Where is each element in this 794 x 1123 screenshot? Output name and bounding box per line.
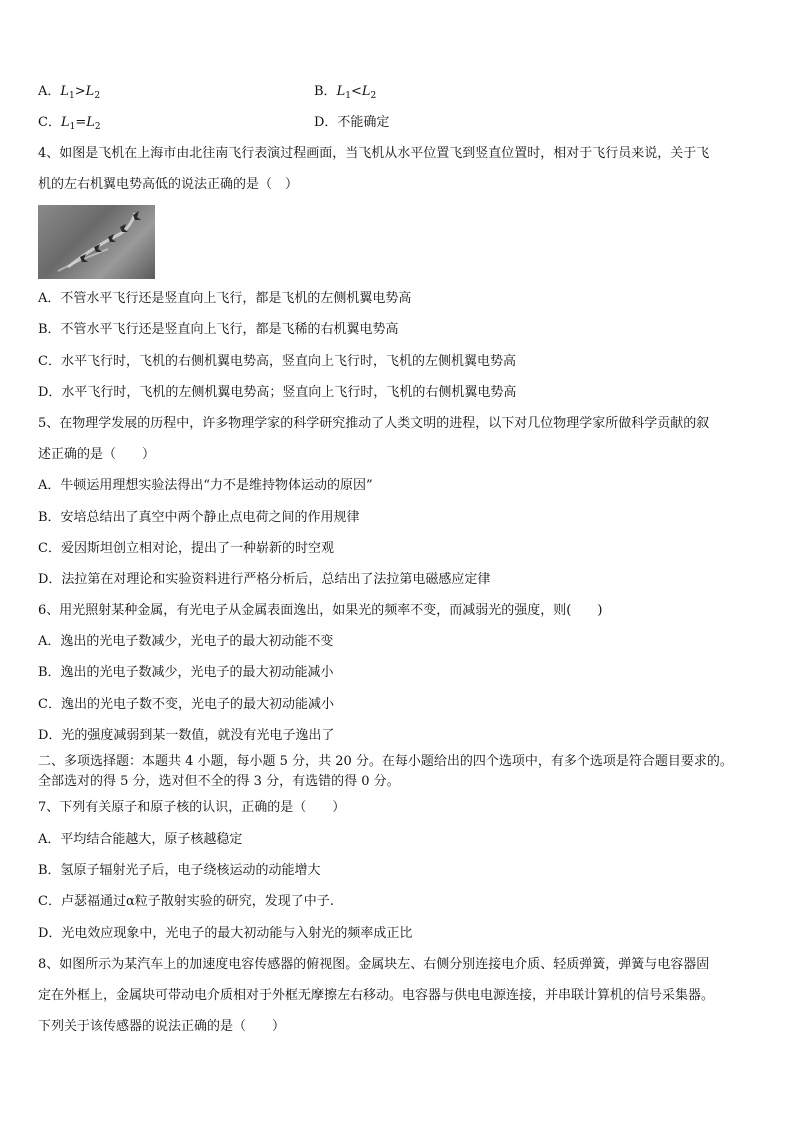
q7-option-a: A．平均结合能越大，原子核越稳定 [38,832,243,847]
q3-option-d: D．不能确定 [314,115,390,130]
math-sub: 2 [370,91,377,101]
q3-option-a [38,83,100,105]
math-var: L [60,84,70,99]
q5-option-d: D．法拉第在对理论和实验资料进行严格分析后，总结出了法拉第电磁感应定律 [38,572,491,587]
q8-stem-line2: 定在外框上，金属块可带动电介质相对于外框无摩擦左右移动。电容器与供电电源连接，并串联计算机的信号采集器。 [38,988,715,1003]
math-var: L [60,115,70,130]
math-op: > [74,84,86,99]
q8-stem-line1: 8、如图所示为某汽车上的加速度电容传感器的俯视图。金属块左、右侧分别连接电介质、轻质弹簧，弹簧与电容器固 [38,957,710,972]
math-sub: 1 [345,91,351,101]
q4-option-b: B．不管水平飞行还是竖直向上飞行，都是飞稀的右机翼电势高 [38,322,399,337]
math-sub: 1 [69,91,75,101]
math-sub: 2 [94,122,101,132]
q5-option-c: C．爱因斯坦创立相对论，提出了一种崭新的时空观 [38,541,334,556]
q4-stem-line2: 机的左右机翼电势高低的说法正确的是（ ） [38,177,299,192]
q5-stem-line1: 5、在物理学发展的历程中，许多物理学家的科学研究推动了人类文明的进程，以下对几位物理学家所做科学贡献的叙 [38,416,710,431]
math-op: < [350,84,362,99]
math-op: = [75,115,87,130]
q5-option-a: A．牛顿运用理想实验法得出“力不是维持物体运动的原因” [38,478,373,493]
q4-stem-line1: 4、如图是飞机在上海市由北往南飞行表演过程画面，当飞机从水平位置飞到竖直位置时，相对于飞行员来说，关于飞 [38,146,710,161]
q7-option-c: C．卢瑟福通过α粒子散射实验的研究，发现了中子. [38,894,334,909]
q3-option-c [38,114,101,136]
option-prefix: C． [38,115,61,130]
q4-option-c: C．水平飞行时，飞机的右侧机翼电势高，竖直向上飞行时，飞机的左侧机翼电势高 [38,354,516,369]
q6-option-d: D．光的强度减弱到某一数值，就没有光电子逸出了 [38,728,335,743]
math-var: L [85,84,95,99]
math-sub: 2 [94,91,101,101]
q7-option-d: D．光电效应现象中，光电子的最大初动能与入射光的频率成正比 [38,926,413,941]
option-prefix: B． [314,84,337,99]
q4-option-d: D．水平飞行时，飞机的左侧机翼电势高；竖直向上飞行时，飞机的右侧机翼电势高 [38,385,517,400]
q7-option-b: B．氢原子辐射光子后，电子绕核运动的动能增大 [38,863,321,878]
section2-instructions-line1: 二、多项选择题：本题共 4 小题，每小题 5 分，共 20 分。在每小题给出的四个选项中，有多个选项是符合题目要求的。 [38,754,733,769]
math-var: L [361,84,371,99]
q5-option-b: B．安培总结出了真空中两个静止点电荷之间的作用规律 [38,510,360,525]
q6-option-c: C．逸出的光电子数不变，光电子的最大初动能减小 [38,697,334,712]
option-prefix: A． [38,84,61,99]
math-var: L [86,115,95,130]
math-var: L [336,84,346,99]
section2-instructions-line2: 全部选对的得 5 分，选对但不全的得 3 分，有选错的得 0 分。 [38,774,400,789]
q3-option-b [314,83,376,105]
math-sub: 1 [69,122,76,132]
q5-stem-line2: 述正确的是（ ） [38,447,156,462]
q4-option-a: A．不管水平飞行还是竖直向上飞行，都是飞机的左侧机翼电势高 [38,291,412,306]
q7-stem: 7、下列有关原子和原子核的认识，正确的是（ ） [38,800,346,815]
q8-stem-line3: 下列关于该传感器的说法正确的是（ ） [38,1019,286,1034]
airshow-photo [38,205,155,279]
q6-stem: 6、用光照射某种金属，有光电子从金属表面逸出，如果光的频率不变，而减弱光的强度，则( ) [38,603,603,618]
airplane-formation-image [38,205,155,279]
q6-option-a: A．逸出的光电子数减少，光电子的最大初动能不变 [38,634,334,649]
q6-option-b: B．逸出的光电子数减少，光电子的最大初动能减小 [38,665,334,680]
